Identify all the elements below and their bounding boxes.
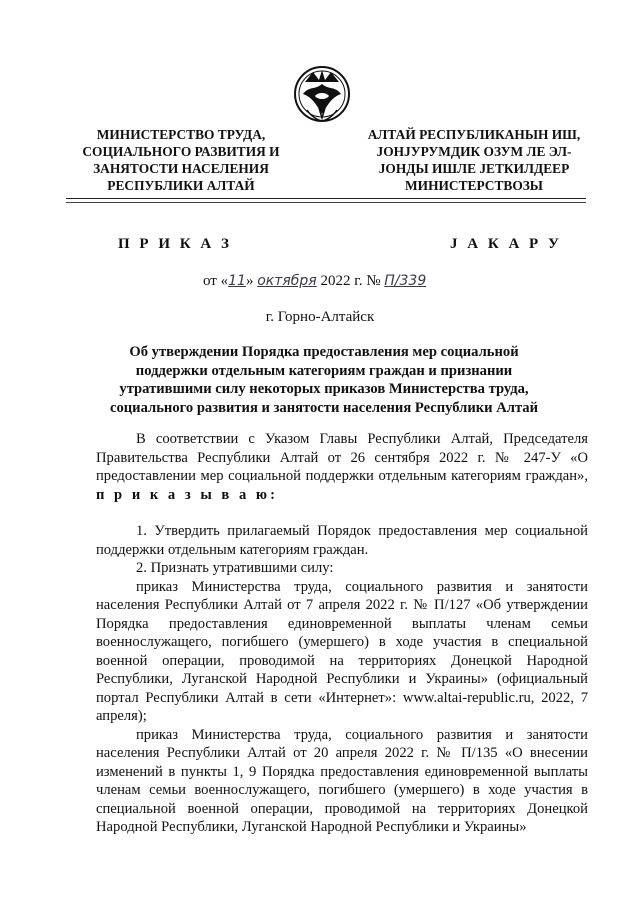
doc-place: г. Горно-Алтайск [265,309,375,325]
handwritten-month: октября [257,273,317,289]
header-divider-thin [66,202,586,203]
handwritten-number: П/339 [384,273,427,289]
handwritten-day: 11 [228,273,246,289]
command-word: п р и к а з ы в а ю: [96,486,278,503]
paragraph-order-135: приказ Министерства труда, социального развития и занятости населения Республики Алтай от 20 апреля 2022 г. № П/135 «О внесении изменений в пункты 1, 9 Порядка предоставления единовременной выплаты членам семьи военнослужащего, погибшего (умершего) в ходе участия в специальной военной операции, проводимой на территориях Донецкой Народной Республики, Луганской Народной Республики и Украины» [96,726,588,835]
ministry-name-ru: МИНИСТЕРСТВО ТРУДА, СОЦИАЛЬНОГО РАЗВИТИЯ И ЗАНЯТОСТИ НАСЕЛЕНИЯ РЕСПУБЛИКИ АЛТАЙ [82,127,280,193]
header-divider [66,198,586,199]
ministry-name-alt: АЛТАЙ РЕСПУБЛИКАНЫН ИШ, ЈОНЈУРУМДИК ОЗУМ ЛЕ ЭЛ- ЈОНДЫ ИШЛЕ ЈЕТКИЛДЕЕР МИНИСТЕРСТВОЗЫ [367,127,581,193]
paragraph-item-2: 2. Признать утратившими силу: [136,560,334,576]
doc-date-number: от «11» октября 2022 г. № П/339 [203,273,427,289]
doc-body [96,430,588,837]
doc-heading: Об утверждении Порядка предоставления мер социальной поддержки отдельным категориям граждан и признании утратившими силу некоторых приказов Министерства труда, социального развития и занятости населения Республики Алтай [109,344,539,416]
doc-title-ru: П Р И К А З [118,236,232,252]
altai-republic-emblem-icon [293,60,351,140]
paragraph-item-1: 1. Утвердить прилагаемый Порядок предоставления мер социальной поддержки отдельным категориям граждан. [96,523,588,558]
paragraph-preamble: В соответствии с Указом Главы Республики Алтай, Председателя Правительства Республики Алтай от 26 сентября 2022 г. № 247-У «О предоставлении мер социальной поддержки отдельным категориям граждан», п р и к а з ы в а ю: [96,431,588,503]
paragraph-order-127: приказ Министерства труда, социального развития и занятости населения Республики Алтай от 7 апреля 2022 г. № П/127 «Об утверждении Порядка предоставления единовременной выплаты членам семьи военнослужащего, погибшего (умершего) в ходе участия в специальной военной операции, проводимой на территориях Донецкой Народной Республики, Луганской Народной Республики и Украины» (официальный портал Республики Алтай в сети «Интернет»: www.altai-republic.ru, 2022, 7 апреля); [96,578,588,724]
doc-title-alt: Ј А К А Р У [450,236,562,252]
